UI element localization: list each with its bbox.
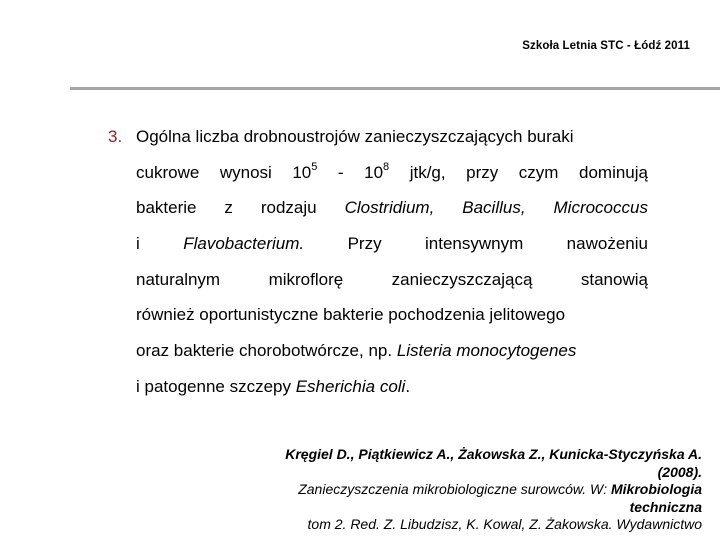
reference-year: (2008). [657, 463, 702, 480]
para-line-4 [136, 226, 648, 262]
word: czym [518, 162, 559, 182]
header-title: Szkoła Letnia STC - Łódź 2011 [522, 40, 690, 52]
word: przy [466, 162, 499, 182]
species-listeria: Listeria monocytogenes [396, 341, 577, 361]
genus-clostridium: Clostridium, [344, 198, 435, 218]
reference-citation [212, 446, 702, 534]
word: - [337, 162, 344, 182]
power-10-8: $10^8$ [364, 161, 390, 182]
word: cukrowe [136, 162, 200, 182]
word: mikroflorę [268, 269, 344, 289]
para-line-1: Ogólna liczba drobnoustrojów zanieczyszczających buraki [136, 127, 574, 146]
reference-chapter: Zanieczyszczenia mikrobiologiczne surowców. W: Mikrobiologia [298, 481, 702, 498]
para-line-6: również oportunistyczne bakterie pochodzenia jelitowego [136, 305, 566, 325]
item-number: 3. [108, 127, 123, 146]
word: rodzaju [260, 198, 317, 218]
genus-micrococcus: Micrococcus [553, 198, 648, 218]
header-divider [70, 87, 720, 90]
word: zanieczyszczającą [391, 269, 533, 289]
species-escherichia: Esherichia coli [295, 376, 406, 396]
genus-flavobacterium: Flavobacterium. [183, 234, 305, 254]
word: Przy [347, 234, 382, 254]
reference-book-part-1: Mikrobiologia [611, 481, 702, 498]
word: naturalnym [136, 269, 221, 289]
para-line-8: i patogenne szczepy Esherichia coli. [136, 376, 411, 396]
word: intensywnym [424, 234, 524, 254]
reference-authors: Kręgiel D., Piątkiewicz A., Żakowska Z., Kunicka-Styczyńska A. [285, 446, 702, 462]
word: dominują [579, 162, 648, 182]
word: jtk/g, [409, 162, 446, 182]
power-10-5: $10^5$ [292, 161, 318, 182]
word: nawożeniu [566, 234, 648, 254]
genus-bacillus: Bacillus, [462, 198, 526, 218]
word: bakterie [136, 198, 197, 218]
item-paragraph [136, 119, 648, 405]
word: z [224, 198, 233, 218]
reference-book: techniczna [629, 498, 702, 515]
para-line-7: oraz bakterie chorobotwórcze, np. Listeria monocytogenes [136, 341, 577, 361]
para-line-5 [136, 262, 648, 298]
word: wynosi [219, 162, 272, 182]
reference-rest: tom 2. Red. Z. Libudzisz, K. Kowal, Z. Żakowska. Wydawnictwo [307, 516, 702, 533]
para-line-3 [136, 190, 648, 226]
word: stanowią [580, 269, 648, 289]
word: i [136, 234, 140, 254]
para-line-2 [136, 155, 648, 191]
